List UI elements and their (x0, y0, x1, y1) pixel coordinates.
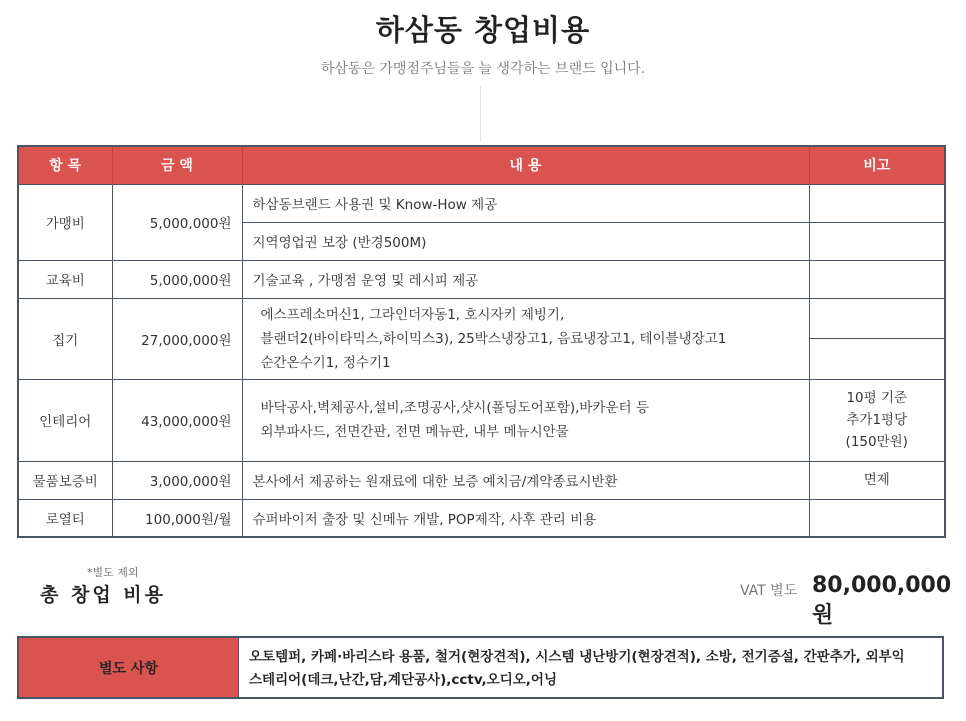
divider-line (480, 86, 481, 142)
header-note: 비고 (809, 146, 945, 184)
extra-box (17, 636, 944, 699)
equipment-line-1: 에스프레소머신1, 그라인더자동1, 호시자키 제빙기, (260, 306, 565, 323)
table-row (18, 461, 945, 499)
table-row (18, 379, 945, 461)
interior-line-1: 바닥공사,벽체공사,설비,조명공사,샷시(폴딩도어포함),바카운터 등 (260, 400, 649, 416)
row-note-empty (809, 260, 945, 298)
row-amount-education: 5,000,000원 (112, 260, 242, 298)
interior-note-3: (150만원) (845, 434, 908, 450)
extra-text (239, 638, 942, 697)
row-content-interior (242, 379, 809, 461)
row-amount-interior: 43,000,000원 (112, 379, 242, 461)
vat-note: VAT 별도 (740, 583, 798, 599)
interior-note-2: 추가1평당 (846, 412, 908, 428)
extra-line-2: 스테리어(데크,난간,담,계단공사),cctv,오디오,어닝 (249, 672, 558, 688)
row-content-royalty: 슈퍼바이저 출장 및 신메뉴 개발, POP제작, 사후 관리 비용 (242, 499, 809, 537)
table-row (18, 298, 945, 339)
interior-note-1: 10평 기준 (846, 390, 908, 406)
row-item-education: 교육비 (18, 260, 112, 298)
page-title: 하삼동 창업비용 (375, 13, 591, 47)
row-note-deposit: 면제 (809, 461, 945, 499)
header-item: 항 목 (18, 146, 112, 184)
table-row (18, 260, 945, 298)
row-amount-royalty: 100,000원/월 (112, 499, 242, 537)
row-amount-equipment: 27,000,000원 (112, 298, 242, 379)
row-amount-franchise: 5,000,000원 (112, 184, 242, 260)
table-row (18, 499, 945, 537)
header-content: 내 용 (242, 146, 809, 184)
total-label: 총 창업 비용 (40, 584, 166, 606)
total-footnote: *별도 제외 (87, 566, 139, 579)
row-item-royalty: 로열티 (18, 499, 112, 537)
row-content-equipment (242, 298, 809, 379)
row-item-equipment: 집기 (18, 298, 112, 379)
extra-line-1: 오토템퍼, 카페·바리스타 용품, 철거(현장견적), 시스템 냉난방기(현장견적), 소방, 전기증설, 간판추가, 외부익 (249, 649, 905, 665)
row-note-empty (809, 298, 945, 339)
row-note-empty (809, 222, 945, 260)
equipment-line-2: 블랜더2(바이타믹스,하이믹스3), 25박스냉장고1, 음료냉장고1, 테이블냉장고1 (260, 330, 727, 347)
page-subtitle: 하삼동은 가맹점주님들을 늘 생각하는 브랜드 입니다. (320, 61, 646, 77)
equipment-line-3: 순간온수기1, 정수기1 (260, 354, 391, 371)
cost-table (17, 145, 946, 538)
row-note-empty (809, 339, 945, 380)
header-amount: 금 액 (112, 146, 242, 184)
row-item-franchise: 가맹비 (18, 184, 112, 260)
total-amount: 80,000,000원 (812, 573, 952, 628)
table-header-row (18, 146, 945, 184)
row-content-franchise-2: 지역영업권 보장 (반경500M) (242, 222, 809, 260)
table-row (18, 184, 945, 222)
row-note-empty (809, 184, 945, 222)
row-content-franchise-1: 하삼동브랜드 사용권 및 Know-How 제공 (242, 184, 809, 222)
row-content-education: 기술교육 , 가맹점 운영 및 레시피 제공 (242, 260, 809, 298)
interior-line-2: 외부파사드, 전면간판, 전면 메뉴판, 내부 메뉴시안물 (260, 424, 569, 440)
row-item-deposit: 물품보증비 (18, 461, 112, 499)
row-amount-deposit: 3,000,000원 (112, 461, 242, 499)
row-note-empty (809, 499, 945, 537)
extra-label: 별도 사항 (19, 638, 239, 697)
row-note-interior (809, 379, 945, 461)
row-content-deposit: 본사에서 제공하는 원재료에 대한 보증 예치금/계약종료시반환 (242, 461, 809, 499)
row-item-interior: 인테리어 (18, 379, 112, 461)
